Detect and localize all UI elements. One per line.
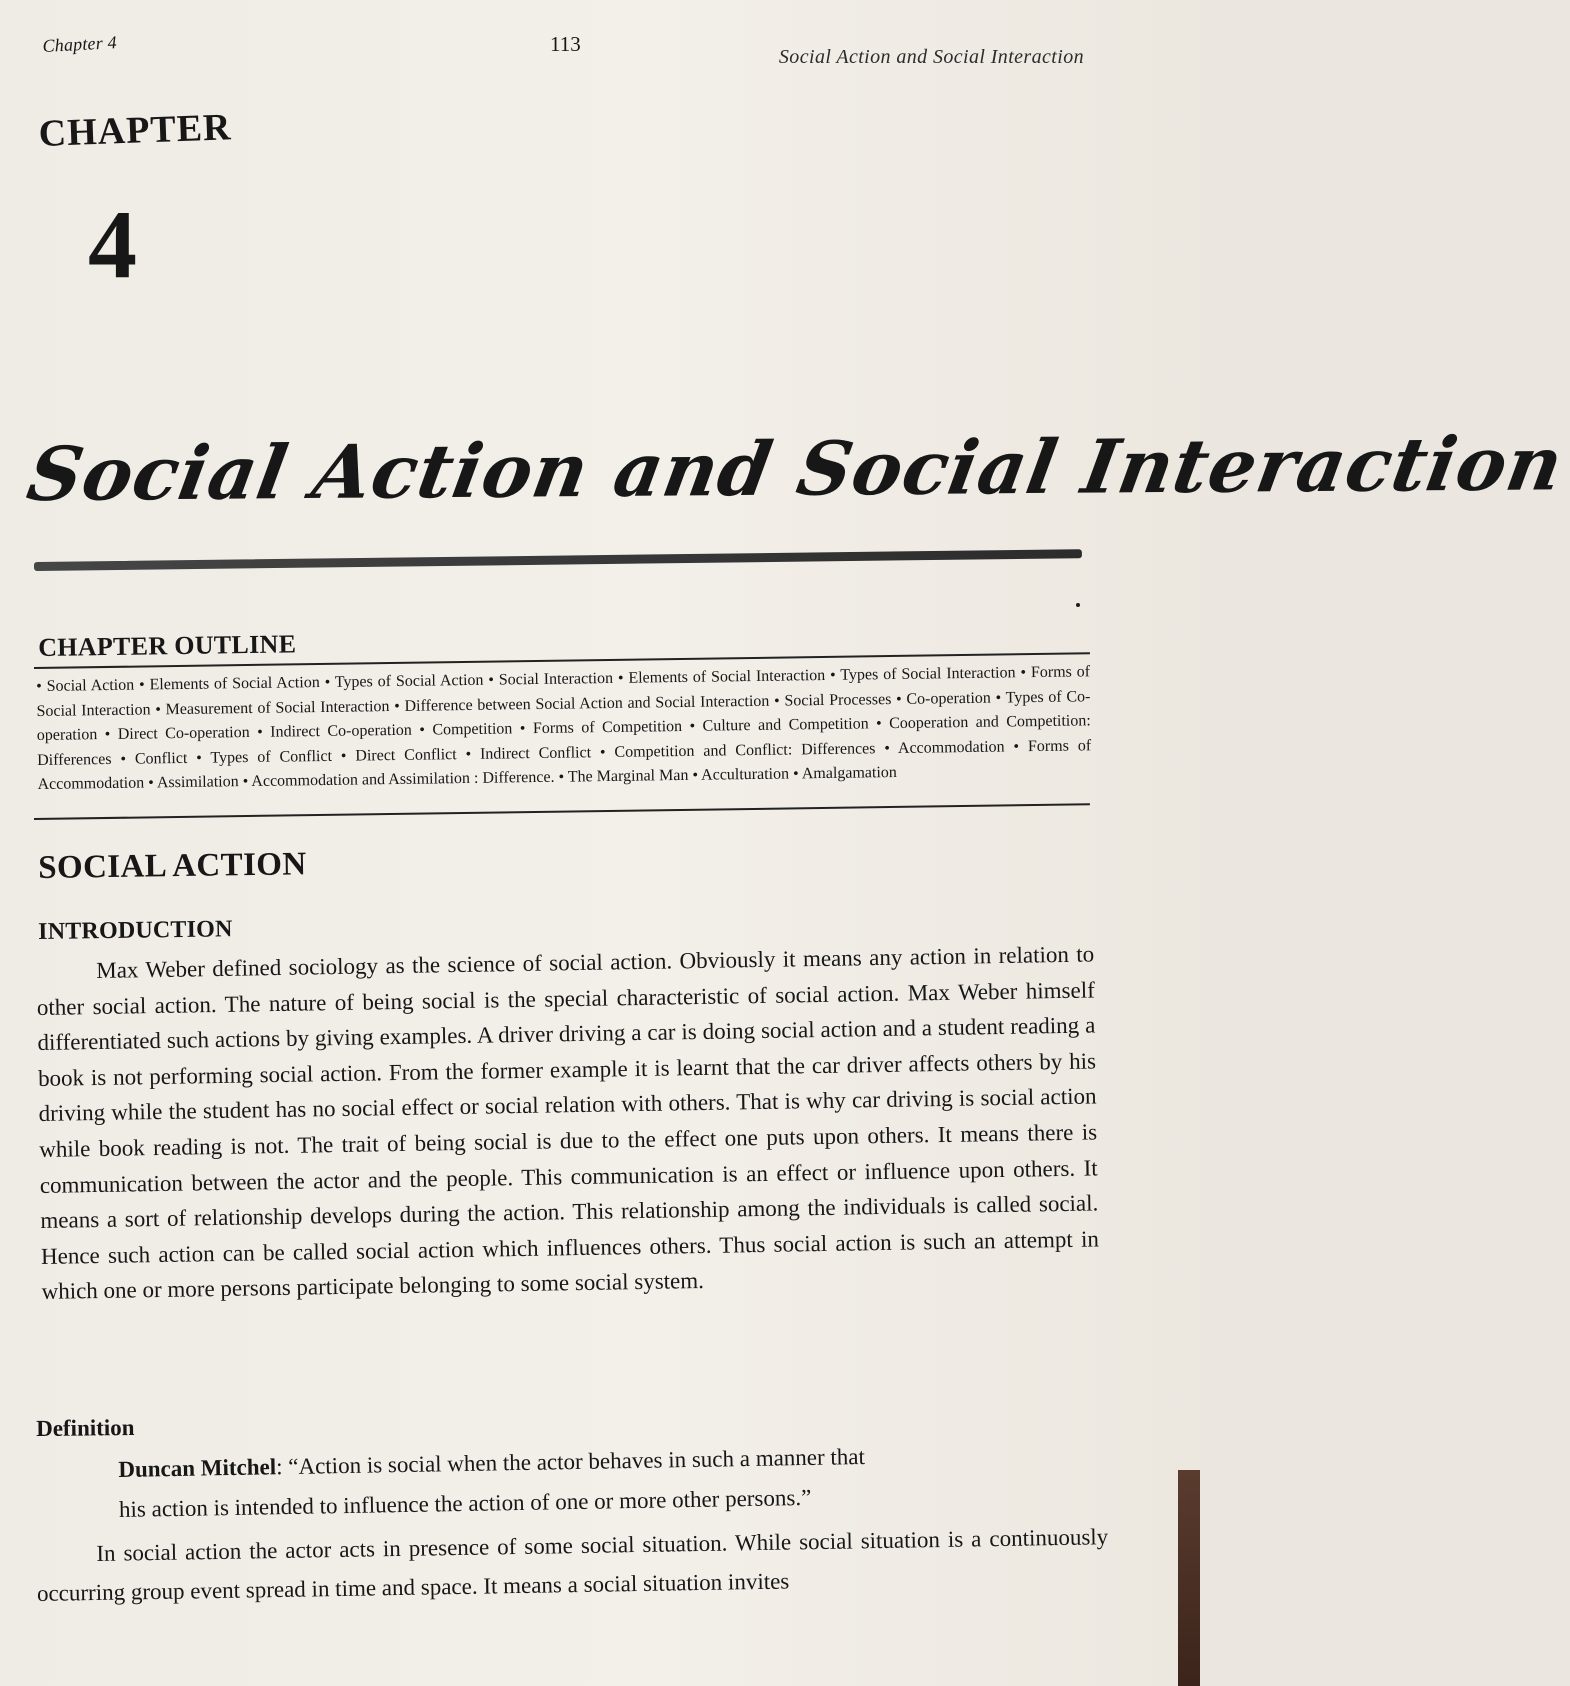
chapter-number: 4 [88, 191, 137, 299]
closing-paragraph: In social action the actor acts in presence of some social situation. While social situation is a continuously occurring group event spread in time and space. It means a social situation invites [36, 1524, 1109, 1606]
definition-author: Duncan Mitchel [118, 1454, 277, 1482]
title-divider [34, 549, 1082, 571]
definition-quote-line-1: : “Action is social when the actor behaves in such a manner that [275, 1443, 866, 1480]
definition-quote-line-2: his action is intended to influence the action of one or more other persons.” [118, 1484, 812, 1522]
chapter-outline-heading: CHAPTER OUTLINE [38, 629, 297, 662]
chapter-outline-items: • Social Action • Elements of Social Action • Types of Social Action • Social Interaction • Elements of Social Interaction • Types of Social Interaction • Forms of Social Interaction • Measurement of Social Interaction • Difference between Social Action and Social Interaction • Social Processes • Co-operation • Types of Co-operation • Direct Co-operation • Indirect Co-operation • Competition • Forms of Competition • Culture and Competition • Cooperation and Competition: Differences • Conflict • Types of Conflict • Direct Conflict • Indirect Conflict • Competition and Conflict: Differences • Accommodation • Forms of Accommodation • Assimilation • Accommodation and Assimilation : Difference. • The Marginal Man • Acculturation • Amalgamation [36, 663, 1092, 793]
page-number: 113 [550, 32, 581, 56]
introduction-paragraph: Max Weber defined sociology as the science of social action. Obviously it means any action in relation to other social action. The nature of being social is the special characteristic of social action. Max Weber himself differentiated such actions by giving examples. A driver driving a car is doing social action and a student reading a book is not performing social action. From the former example it is learnt that the car driver affects others by his driving while the student has no social effect or social relation with others. That is why car driving is social action while book reading is not. The trait of being social is due to the effect one puts upon others. It means there is communication between the actor and the people. This communication is an effect or influence upon others. It means a sort of relationship develops during the action. This relationship among the individuals is called social. Hence such action can be called social action which influences others. Thus social action is such an attempt in which one or more persons participate belonging to some social system. [36, 941, 1100, 1305]
running-header-title: Social Action and Social Interaction [778, 46, 1084, 68]
chapter-title: Social Action and Social Interaction [21, 421, 1570, 518]
definition-heading: Definition [36, 1414, 135, 1441]
running-header-chapter: Chapter 4 [42, 32, 118, 56]
definition-quote [118, 1433, 1089, 1530]
book-spine-edge [1178, 1470, 1200, 1686]
chapter-label: CHAPTER [38, 106, 233, 155]
section-heading: SOCIAL ACTION [38, 846, 307, 886]
print-dot [1076, 603, 1080, 607]
outline-bottom-rule [34, 803, 1090, 820]
introduction-heading: INTRODUCTION [38, 916, 233, 945]
